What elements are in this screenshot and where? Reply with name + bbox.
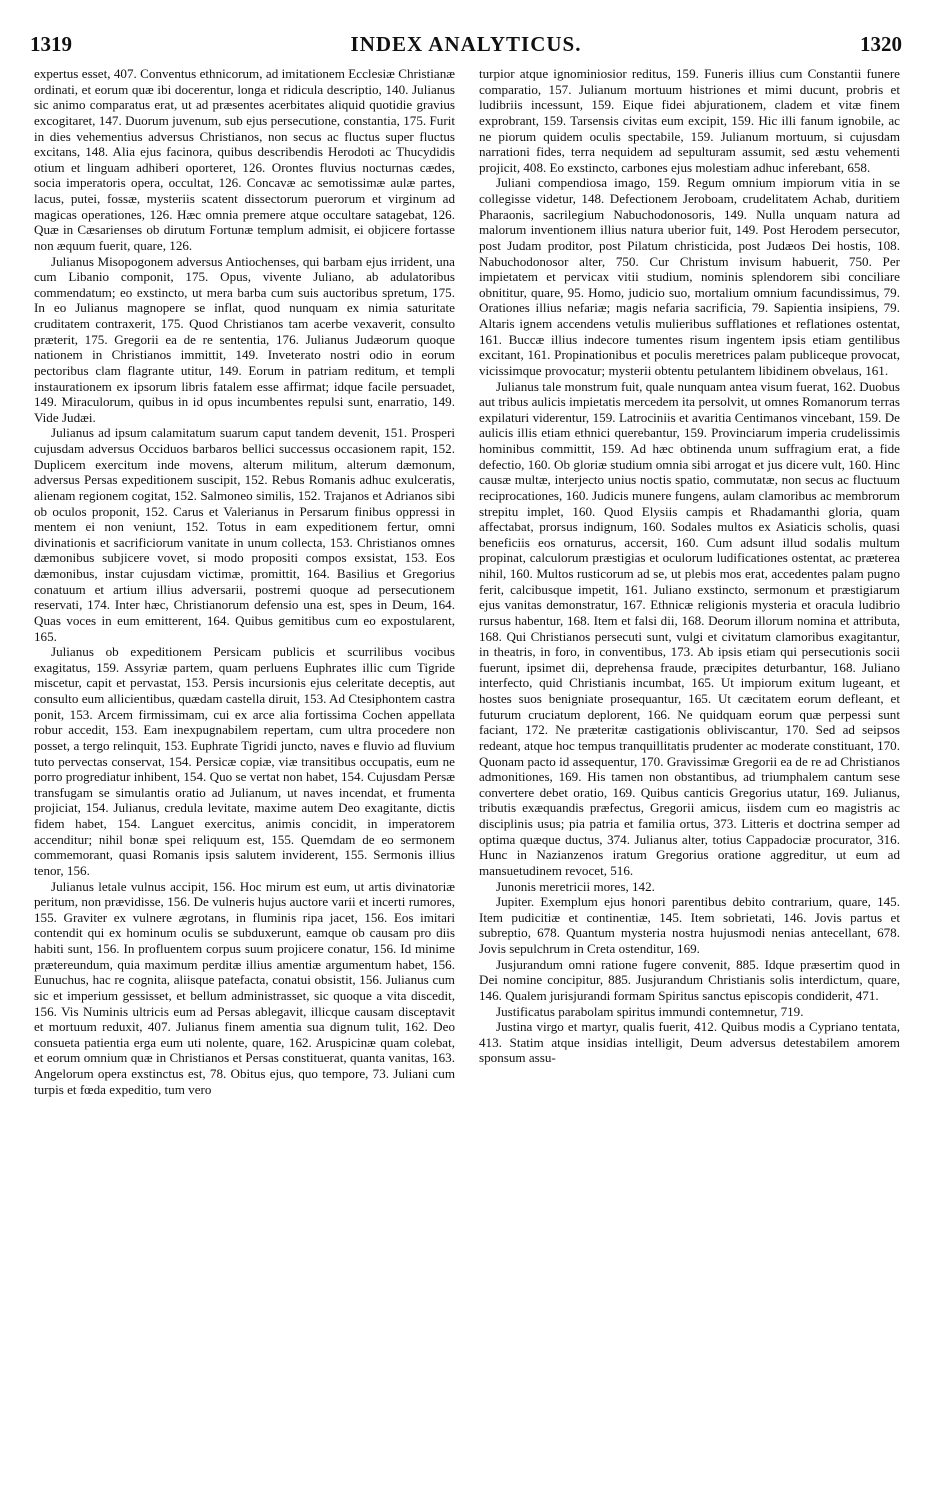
index-entry: Jusjurandum omni ratione fugere convenit, 885. Idque præsertim quod in Dei nomine concipitur, 885. Jusjurandum Christianis solis interdictum, quare, 146. Qualem jurisjurandi formam Spiritus sanctus episcopis condiderit, 471. bbox=[479, 956, 900, 1003]
index-entry: Junonis meretricii mores, 142. bbox=[496, 878, 655, 894]
left-column bbox=[34, 66, 455, 1490]
index-entry: Julianus ob expeditionem Persicam publicis et scurrilibus vocibus exagitatus, 159. Assyriæ partem, quam perluens Euphrates illic cum Tigride miscetur, capit et pervastat, 153. Persis incursionis ejus celeritate deceptis, aut consulto eum allicientibus, quædam castella diruit, 153. Ad Ctesiphontem castra ponit, 153. Arcem firmissimam, cui ex arce alia fortissima Cochen appellata robur accedit, 153. Eam inexpugnabilem repertam, cum ultra procedere non posset, a tergo relinquit, 153. Euphrate Tigridi juncto, naves e fluvio ad fluvium tuto pervectas conservat, 154. Persicæ copiæ, viæ transitibus occupatis, eum ne porro progrediatur inhibent, 154. Quo se vertat non habet, 154. Cujusdam Persæ transfugam se simulantis oratio ad Julianum, ut naves incendat, et frumenta projiciat, 154. Julianus, credula levitate, maxime autem Deo exagitante, dictis fidem habet, 154. Languet exercitus, animis concidit, in imperatorem accenditur; nihil bonæ spei reliquum est, 155. Quemdam de eo sermonem commemorant, quasi Romanis ipsis salutem inviderent, 155. Sermonis illius tenor, 156. bbox=[34, 644, 455, 878]
index-entry: Justina virgo et martyr, qualis fuerit, 412. Quibus modis a Cypriano tentata, 413. Statim atque insidias intelligit, Deum adversus detestabilem amorem sponsum assu- bbox=[479, 1019, 900, 1066]
index-entry: Julianus ad ipsum calamitatum suarum caput tandem devenit, 151. Prosperi cujusdam adversus Occiduos barbaros bellici successus occasionem rapit, 152. Duplicem exercitum inde movens, alterum militum, alterum dæmonum, adversus Persas expeditionem suscipit, 152. Rebus Romanis adhuc exulceratis, alienam regionem cogitat, 152. Salmoneo similis, 152. Trajanos et Adrianos sibi ob oculos proponit, 152. Carus et Valerianus in Persarum finibus oppressi in mentem ei non veniunt, 152. Totus in eam expeditionem fertur, omni divinationis et sacrificiorum vanitate in unum collecta, 153. Christianos omnes dæmonibus subjicere vovet, si modo propositi compos exsistat, 153. Eos dæmonibus, instar cujusdam victimæ, promittit, 164. Basilius et Gregorius conatuum et artium illius adversarii, postremi quoque ad persecutionem reservati, 174. Inter hæc, Christianorum defensio una est, spes in Deum, 164. Quas voces in eum emitterent, 164. Quibus gemitibus cum eo expostularent, 165. bbox=[34, 425, 455, 644]
right-column bbox=[479, 66, 900, 1490]
index-entry: expertus esset, 407. Conventus ethnicorum, ad imitationem Ecclesiæ Christianæ ordinati, et eorum quæ ibi docerentur, longa et ridicula descriptio, 140. Julianus sic animo comparatus erat, ut ad præsentes acerbitates aliquid quotidie gravius excogitaret, 147. Duorum juvenum, sub ejus persecutione, constantia, 175. Furit in dies vehementius adversus Christianos, non secus ac fluctus super fluctus excitans, 148. Alia ejus facinora, quibus describendis Herodoti ac Thucydidis otium et linguam adhiberi oporteret, 126. Orontes fluvius nocturnas cædes, socia imperatoris opera, occultat, 126. Concavæ ac semotissimæ aulæ partes, lacus, putei, fossæ, mysteriis scatent dissectorum puerorum et virginum ad magicas operationes, 126. Hæc omnia premere atque occultare satagebat, 126. Quæ in Cæsarienses ob dirutum Fortunæ templum admisit, ei objicere fortasse non æquum fuerit, quare, 126. bbox=[34, 66, 455, 253]
page-header bbox=[30, 24, 902, 64]
page-number-left: 1319 bbox=[30, 32, 72, 56]
index-entry: turpior atque ignominiosior reditus, 159. Funeris illius cum Constantii funere comparatio, 157. Julianum mortuum histriones et mimi ducunt, probris et ludibriis incessunt, 159. Eique fidei abjurationem, cladem et vitæ finem exprobrant, 159. Tarsensis civitas eum excipit, 159. Hic illi fanum ignobile, ac ne piorum quidem oculis spectabile, 159. Julianum mortuum, si cujusdam narrationi fides, terra nequidem ad sepulturam assumit, sed æstu vehementi projicit, 408. Eo exstincto, carbones ejus molestiam adhuc inferebant, 658. bbox=[479, 66, 900, 175]
index-entry: Juliani compendiosa imago, 159. Regum omnium impiorum vitia in se collegisse videtur, 148. Defectionem Jeroboam, crudelitatem Achab, duritiem Pharaonis, sacrilegium Nabuchodonosoris, 149. Nulla unquam natura ad malorum inventionem illius natura uberior fuit, 149. Post Herodem persecutor, post Judam proditor, post Pilatum christicida, post Judæos Dei hostis, 108. Nabuchodonosor alter, 750. Cur Christum invisum habuerit, 750. Per impietatem et pervicax vitii studium, nominis splendorem sibi conciliare obnititur, quare, 95. Homo, judicio suo, mortalium omnium facundissimus, 79. Orationes illius nefariæ; magis nefaria sacrificia, 79. Sapientia insipiens, 79. Altaris ignem accendens vetulis mulieribus sufflationes et reflationes ostentat, 161. Buccæ illius indecore tumentes risum ingentem ipsis etiam gentilibus excitant, 161. Propinationibus et poculis meretrices palam publiceque provocat, vicissimque provocatur; mysterii obtentu petulantem libidinem obvelaus, 161. bbox=[479, 175, 900, 378]
index-entry: Julianus tale monstrum fuit, quale nunquam antea visum fuerat, 162. Duobus aut tribus aulicis impietatis mercedem ita persolvit, ut omnes Romanorum terras expilaturi viderentur, 159. Latrociniis et avaritia Centimanos vincebant, 159. De aulicis illis etiam ethnici querebantur, 159. Provinciarum imperia crudelissimis hominibus committit, 159. Ad hæc obtinenda unum suffragium erat, a fide defectio, 160. Ob gloriæ studium omnia sibi arrogat et jus dicere vult, 160. Hinc causæ multæ, interjecto unius noctis spatio, commutatæ, non secus ac fluctuum reciprocationes, 160. Judicis munere fungens, aulam clamoribus ac membrorum strepitu implet, 160. Quod Elysiis campis et Rhadamanthi gloria, quam affectabat, prorsus indignum, 160. Sodales multos ex Asiaticis scholis, quasi beneficiis eos ornaturus, accersit, 160. Cum adsunt illud sodalis multum propinat, calculorum præstigias et oculorum ludificationes ostentat, ac præterea nihil, 160. Multos rusticorum ad se, ut plebis mos erat, accedentes palam pugno ferit, calcibusque impetit, 161. Juliano exstincto, sermonum et præstigiarum ejus vanitas demonstratur, 167. Ethnicæ religionis mysteria et oracula ludibrio rursus habentur, 168. Item et falsi dii, 168. Deorum illorum nomina et attributa, 168. Qui Christianos persecuti sunt, vulgi et civitatum clamoribus exagitantur, in theatris, in foro, in conventibus, 173. Ab ipsis etiam qui persecutionis socii fuerunt, ipsimet dii, deprehensa fraude, præcipites deturbantur, 168. Juliano interfecto, quid Christianis incumbat, 165. Ut impiorum exitum lugeant, et hostes suos benigniate prosequantur, 165. Ut cæcitatem eorum defleant, et futurum cruciatum deplorent, 166. Ne quidquam eorum quæ perpessi sunt faciant, 172. Ne præteritæ castigationis obliviscantur, 170. Sed ad seipsos redeant, atque hoc tempus tranquillitatis prudenter ac moderate constituant, 170. Quonam pacto id assequentur, 170. Gravissimæ Gregorii ea de re ad Christianos admonitiones, 169. His tamen non obstantibus, ad triumphalem cantum sese convertere debet oratio, 169. Quibus canticis Gregorius utatur, 169. Julianus, tributis exæquandis præfectus, Gregorii amicus, iisdem cum eo magistris ac disciplinis usus; pia patria et familia ortus, 373. Litteris et doctrina semper ad optima quæque ductus, 374. Julianus alter, totius Cappadociæ procurator, 316. Hunc in Nazianzenos iratum Gregorius oratione aggreditur, ut eum ad mansuetudinem revocet, 516. bbox=[479, 378, 900, 878]
index-entry: Justificatus parabolam spiritus immundi contemnetur, 719. bbox=[496, 1003, 804, 1019]
index-entry: Jupiter. Exemplum ejus honori parentibus debito contrarium, quare, 145. Item pudicitiæ et continentiæ, 145. Item sobrietati, 146. Jovis partus et subreptio, 678. Quantum mysteria nostra hujusmodi nenias antecellant, 678. Jovis sepulchrum in Creta ostenditur, 169. bbox=[479, 894, 900, 956]
running-title: INDEX ANALYTICUS. bbox=[350, 32, 582, 56]
index-entry: Julianus letale vulnus accipit, 156. Hoc mirum est eum, ut artis divinatoriæ peritum, non prævidisse, 156. De vulneris hujus auctore varii et incerti rumores, 155. Graviter ex vulnere ægrotans, in fluminis ripa jacet, 156. Eos imitari contendit qui ex hominum oculis se subduxerunt, eamque ob causam pro diis habiti sunt, 156. In profluentem corpus suum projicere conatur, 156. Id minime prætereundum, quia maximum perditæ illius amentiæ argumentum habet, 156. Eunuchus, hac re cognita, aliisque patefacta, conatui obsistit, 156. Julianus cum sic et imperium gessisset, et bellum administrasset, sic quoque a vita discedit, 156. Vis Numinis ultricis eum ad Persas ablegavit, illicque causam disceptavit et mortuum reduxit, 407. Julianus finem amentia sua dignum tulit, 162. Deo consueta patientia erga eum uti nolente, quare, 162. Aruspicinæ quam colebat, et eorum omnium quæ in Christianos et Persas constituerat, quanta vanitas, 163. Angelorum opera exstinctus est, 78. Obitus ejus, quo tempore, 73. Juliani cum turpis et fœda expeditio, tum vero bbox=[34, 878, 455, 1097]
page-number-right: 1320 bbox=[860, 32, 902, 56]
index-entry: Julianus Misopogonem adversus Antiochenses, qui barbam ejus irrident, una cum Libanio componit, 175. Opus, vivente Juliano, ab adulatoribus commendatum; eo exstincto, ut mera barba cum suis auctoribus spretum, 175. In eo Julianus magnopere se inflat, quod nunquam ex nimia saturitate cruditatem contraxerit, 175. Quod Christianos tam acerbe vexaverit, consulto præterit, 175. Gregorii ea de re sententia, 176. Julianus Judæorum quoque nationem in Christianos immittit, 149. Inveterato nostri odio in eorum pectoribus clam flagrante utitur, 149. Eorum in patriam reditum, et templi instaurationem ex ipsorum libris fatalem esse affirmat; idque facile persuadet, 149. Miraculorum, quibus in id opus incumbentes repulsi sunt, enarratio, 149. Vide Judæi. bbox=[34, 253, 455, 425]
index-body bbox=[34, 66, 900, 1490]
